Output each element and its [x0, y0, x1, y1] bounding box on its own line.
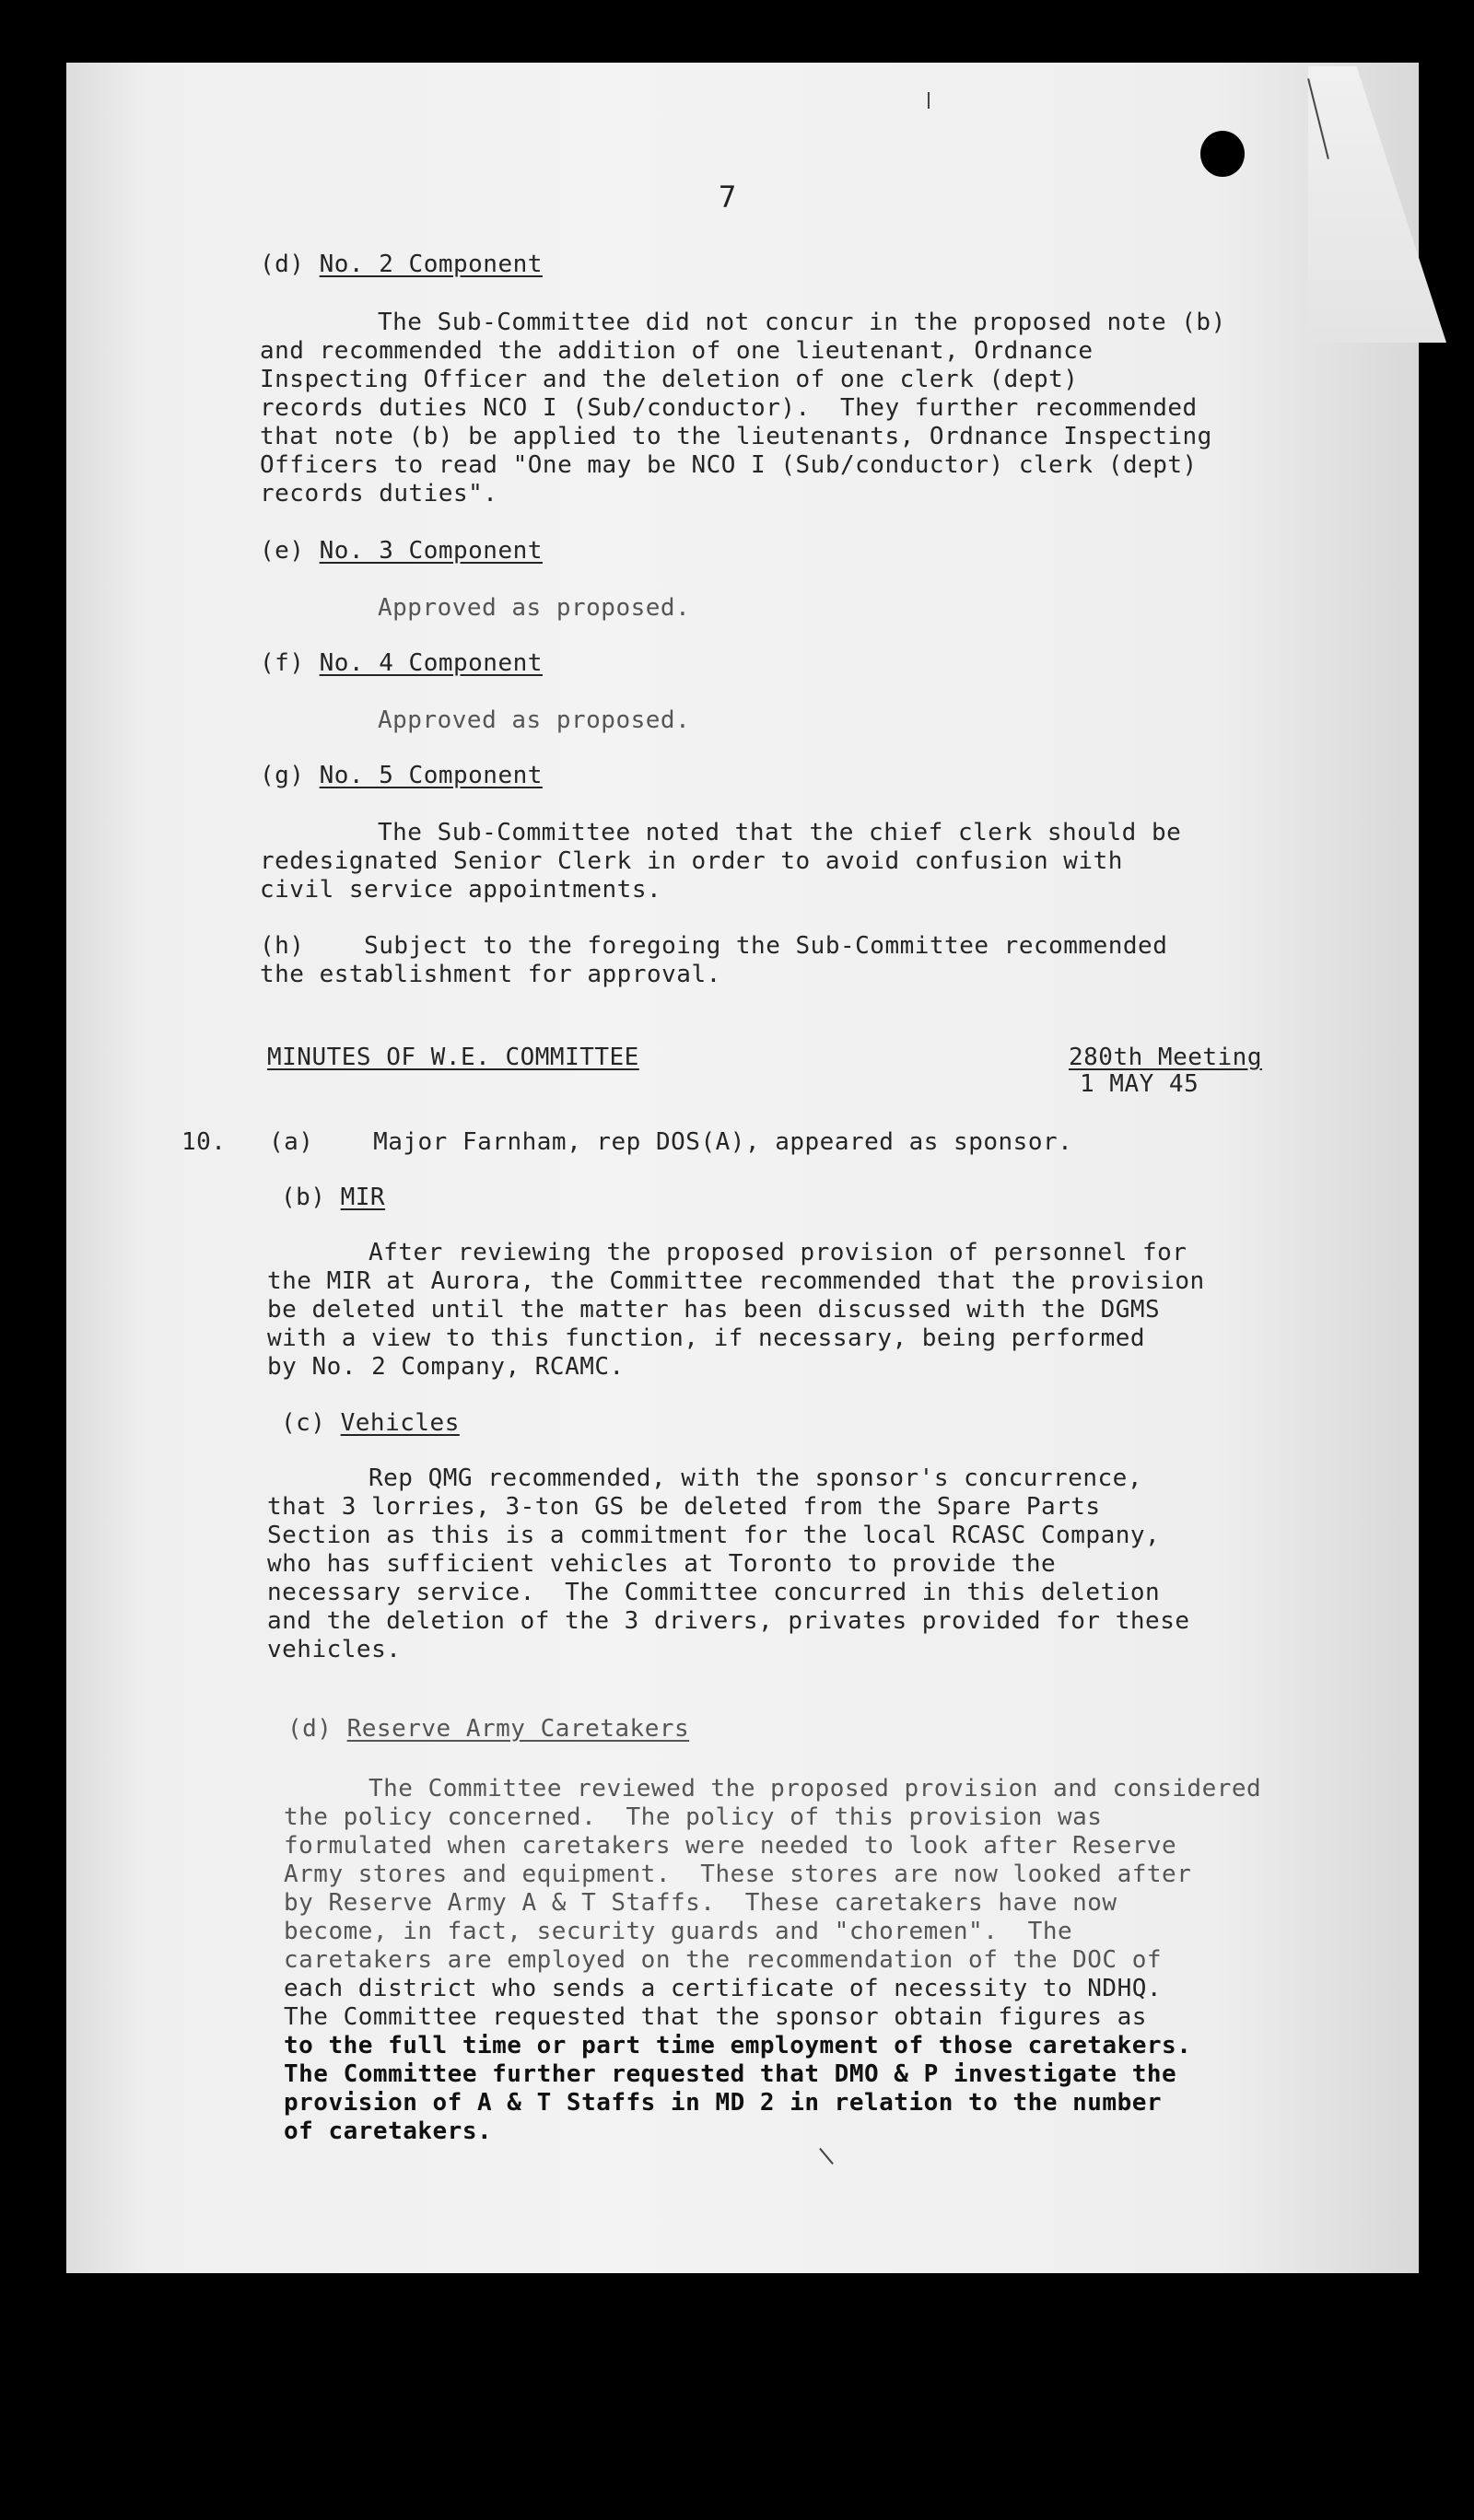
paragraph-line: and recommended the addition of one lieutenant, Ordnance: [260, 337, 1094, 365]
minutes-title: MINUTES OF W.E. COMMITTEE: [267, 1044, 639, 1071]
paragraph-line: vehicles.: [267, 1636, 402, 1663]
punch-hole: [1200, 131, 1245, 177]
paragraph-line: civil service appointments.: [260, 876, 662, 904]
paragraph-line: The Committee requested that the sponsor obtain figures as: [284, 2003, 1147, 2031]
paragraph-line: be deleted until the matter has been discussed with the DGMS: [267, 1296, 1161, 1324]
paragraph-line: redesignated Senior Clerk in order to avoid confusion with: [260, 847, 1123, 875]
paragraph-line: Army stores and equipment. These stores are now looked after: [284, 1861, 1192, 1888]
paragraph-line: formulated when caretakers were needed to look after Reserve: [284, 1832, 1177, 1860]
paragraph-line: provision of A & T Staffs in MD 2 in relation to the number: [284, 2089, 1163, 2117]
paragraph-line: to the full time or part time employment of those caretakers.: [284, 2032, 1192, 2059]
paragraph-line: The Sub-Committee noted that the chief clerk should be: [378, 819, 1182, 846]
paragraph-line: by Reserve Army A & T Staffs. These caretakers have now: [284, 1889, 1117, 1917]
paragraph-line: the establishment for approval.: [260, 961, 721, 988]
section-heading: (b) MIR: [281, 1184, 386, 1211]
paragraph-line: (h) Subject to the foregoing the Sub-Committee recommended: [260, 932, 1168, 960]
meeting-number: 280th Meeting: [1069, 1044, 1262, 1071]
edge-mark: [928, 92, 930, 109]
paragraph-line: Section as this is a commitment for the local RCASC Company,: [267, 1522, 1161, 1549]
section-heading: (d) No. 2 Component: [260, 251, 543, 278]
paragraph-line: records duties NCO I (Sub/conductor). They further recommended: [260, 394, 1198, 422]
paragraph-line: that note (b) be applied to the lieutenants, Ordnance Inspecting: [260, 423, 1212, 450]
paragraph-line: Rep QMG recommended, with the sponsor's concurrence,: [368, 1464, 1142, 1492]
paragraph-line: the policy concerned. The policy of this provision was: [284, 1803, 1103, 1831]
paragraph-line: that 3 lorries, 3-ton GS be deleted from the Spare Parts: [267, 1493, 1101, 1521]
paragraph-line: become, in fact, security guards and "choremen". The: [284, 1918, 1073, 1945]
approval-text: Approved as proposed.: [378, 594, 691, 622]
paragraph-line: by No. 2 Company, RCAMC.: [267, 1353, 625, 1381]
paragraph-line: Inspecting Officer and the deletion of one clerk (dept): [260, 366, 1079, 393]
page-mark: 7: [719, 180, 737, 215]
paragraph-line: Officers to read "One may be NCO I (Sub/conductor) clerk (dept): [260, 451, 1198, 479]
paragraph-line: The Committee reviewed the proposed provision and considered: [368, 1775, 1262, 1802]
sponsor-line: (a) Major Farnham, rep DOS(A), appeared as sponsor.: [269, 1128, 1073, 1156]
item-number: 10.: [181, 1128, 227, 1156]
paragraph-line: the MIR at Aurora, the Committee recommended that the provision: [267, 1267, 1205, 1295]
paragraph-line: of caretakers.: [284, 2118, 493, 2145]
paragraph-line: with a view to this function, if necessary, being performed: [267, 1324, 1146, 1352]
paragraph-line: records duties".: [260, 480, 498, 508]
paragraph-line: The Sub-Committee did not concur in the proposed note (b): [378, 309, 1226, 336]
section-heading: (g) No. 5 Component: [260, 762, 543, 789]
section-heading: (e) No. 3 Component: [260, 537, 543, 565]
approval-text: Approved as proposed.: [378, 706, 691, 734]
paragraph-line: The Committee further requested that DMO & P investigate the: [284, 2060, 1177, 2088]
meeting-date: 1 MAY 45: [1080, 1070, 1199, 1098]
paragraph-line: who has sufficient vehicles at Toronto to provide the: [267, 1550, 1057, 1578]
section-heading: (f) No. 4 Component: [260, 649, 543, 677]
paragraph-line: each district who sends a certificate of necessity to NDHQ.: [284, 1975, 1163, 2002]
paragraph-line: After reviewing the proposed provision of personnel for: [368, 1239, 1187, 1266]
paragraph-line: caretakers are employed on the recommendation of the DOC of: [284, 1946, 1163, 1974]
section-heading: (c) Vehicles: [281, 1409, 460, 1437]
paragraph-line: and the deletion of the 3 drivers, privates provided for these: [267, 1607, 1190, 1635]
section-heading: (d) Reserve Army Caretakers: [287, 1715, 690, 1743]
paragraph-line: necessary service. The Committee concurred in this deletion: [267, 1579, 1161, 1606]
